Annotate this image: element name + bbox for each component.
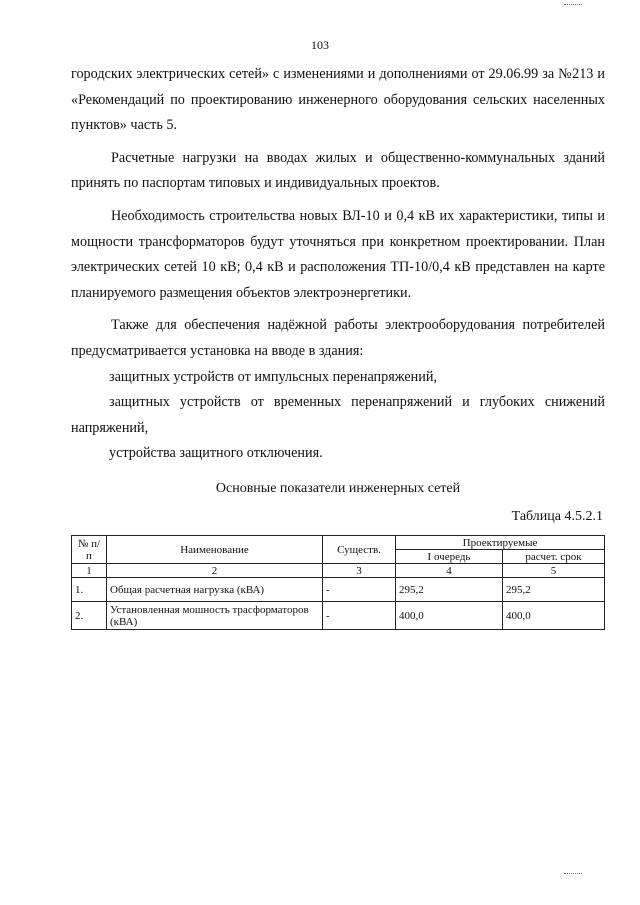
column-number: 1	[72, 564, 107, 578]
column-number: 4	[396, 564, 503, 578]
row-existing: -	[323, 602, 396, 630]
column-number-row	[72, 564, 605, 578]
indicators-table	[71, 535, 605, 630]
paragraph-construction: Необходимость строительства новых ВЛ-10 и 0,4 кВ их характеристики, типы и мощности трансформаторов будут уточняться при конкретном проектировании. План электрических сетей 10 кВ; 0,4 кВ и расположения ТП-10/0,4 кВ представлен на карте планируемого размещения объектов электроэнергетики.	[71, 207, 605, 301]
row-name: Общая расчетная нагрузка (кВА)	[107, 578, 323, 602]
column-number: 2	[107, 564, 323, 578]
column-number: 5	[503, 564, 605, 578]
header-stage1: I очередь	[396, 550, 503, 564]
scan-mark	[564, 4, 582, 6]
table-caption: Основные показатели инженерных сетей	[215, 481, 461, 496]
list-item: защитных устройств от временных перенапряжений и глубоких снижений напряжений,	[71, 394, 605, 436]
header-num: № п/п	[72, 536, 107, 564]
row-num: 1.	[72, 578, 107, 602]
page-number: 103	[311, 38, 329, 52]
header-projected: Проектируемые	[396, 536, 605, 550]
header-term: расчет. срок	[503, 550, 605, 564]
row-existing: -	[323, 578, 396, 602]
row-term: 400,0	[503, 602, 605, 630]
table-row	[72, 602, 605, 630]
list-item: защитных устройств от импульсных перенапряжений,	[109, 368, 438, 385]
paragraph-loads: Расчетные нагрузки на вводах жилых и общественно-коммунальных зданий принять по паспортам типовых и индивидуальных проектов.	[71, 149, 605, 192]
list-item: устройства защитного отключения.	[109, 445, 323, 462]
header-name: Наименование	[107, 536, 323, 564]
table-row	[72, 578, 605, 602]
paragraph-continuation: городских электрических сетей» с изменениями и дополнениями от 29.06.99 за №213 и «Рекомендаций по проектированию инженерного оборудования сельских населенных пунктов» часть 5.	[71, 66, 605, 134]
row-stage1: 295,2	[396, 578, 503, 602]
table-number: Таблица 4.5.2.1	[511, 509, 603, 524]
row-stage1: 400,0	[396, 602, 503, 630]
body-text	[71, 62, 605, 467]
row-name: Установленная мошность трасформаторов (кВА)	[107, 602, 323, 630]
paragraph-reliability: Также для обеспечения надёжной работы электрооборудования потребителей предусматривается установка на вводе в здания:	[71, 317, 605, 359]
row-num: 2.	[72, 602, 107, 630]
column-number: 3	[323, 564, 396, 578]
scan-mark	[564, 873, 582, 875]
row-term: 295,2	[503, 578, 605, 602]
table-header-row	[72, 536, 605, 550]
header-existing: Существ.	[323, 536, 396, 564]
